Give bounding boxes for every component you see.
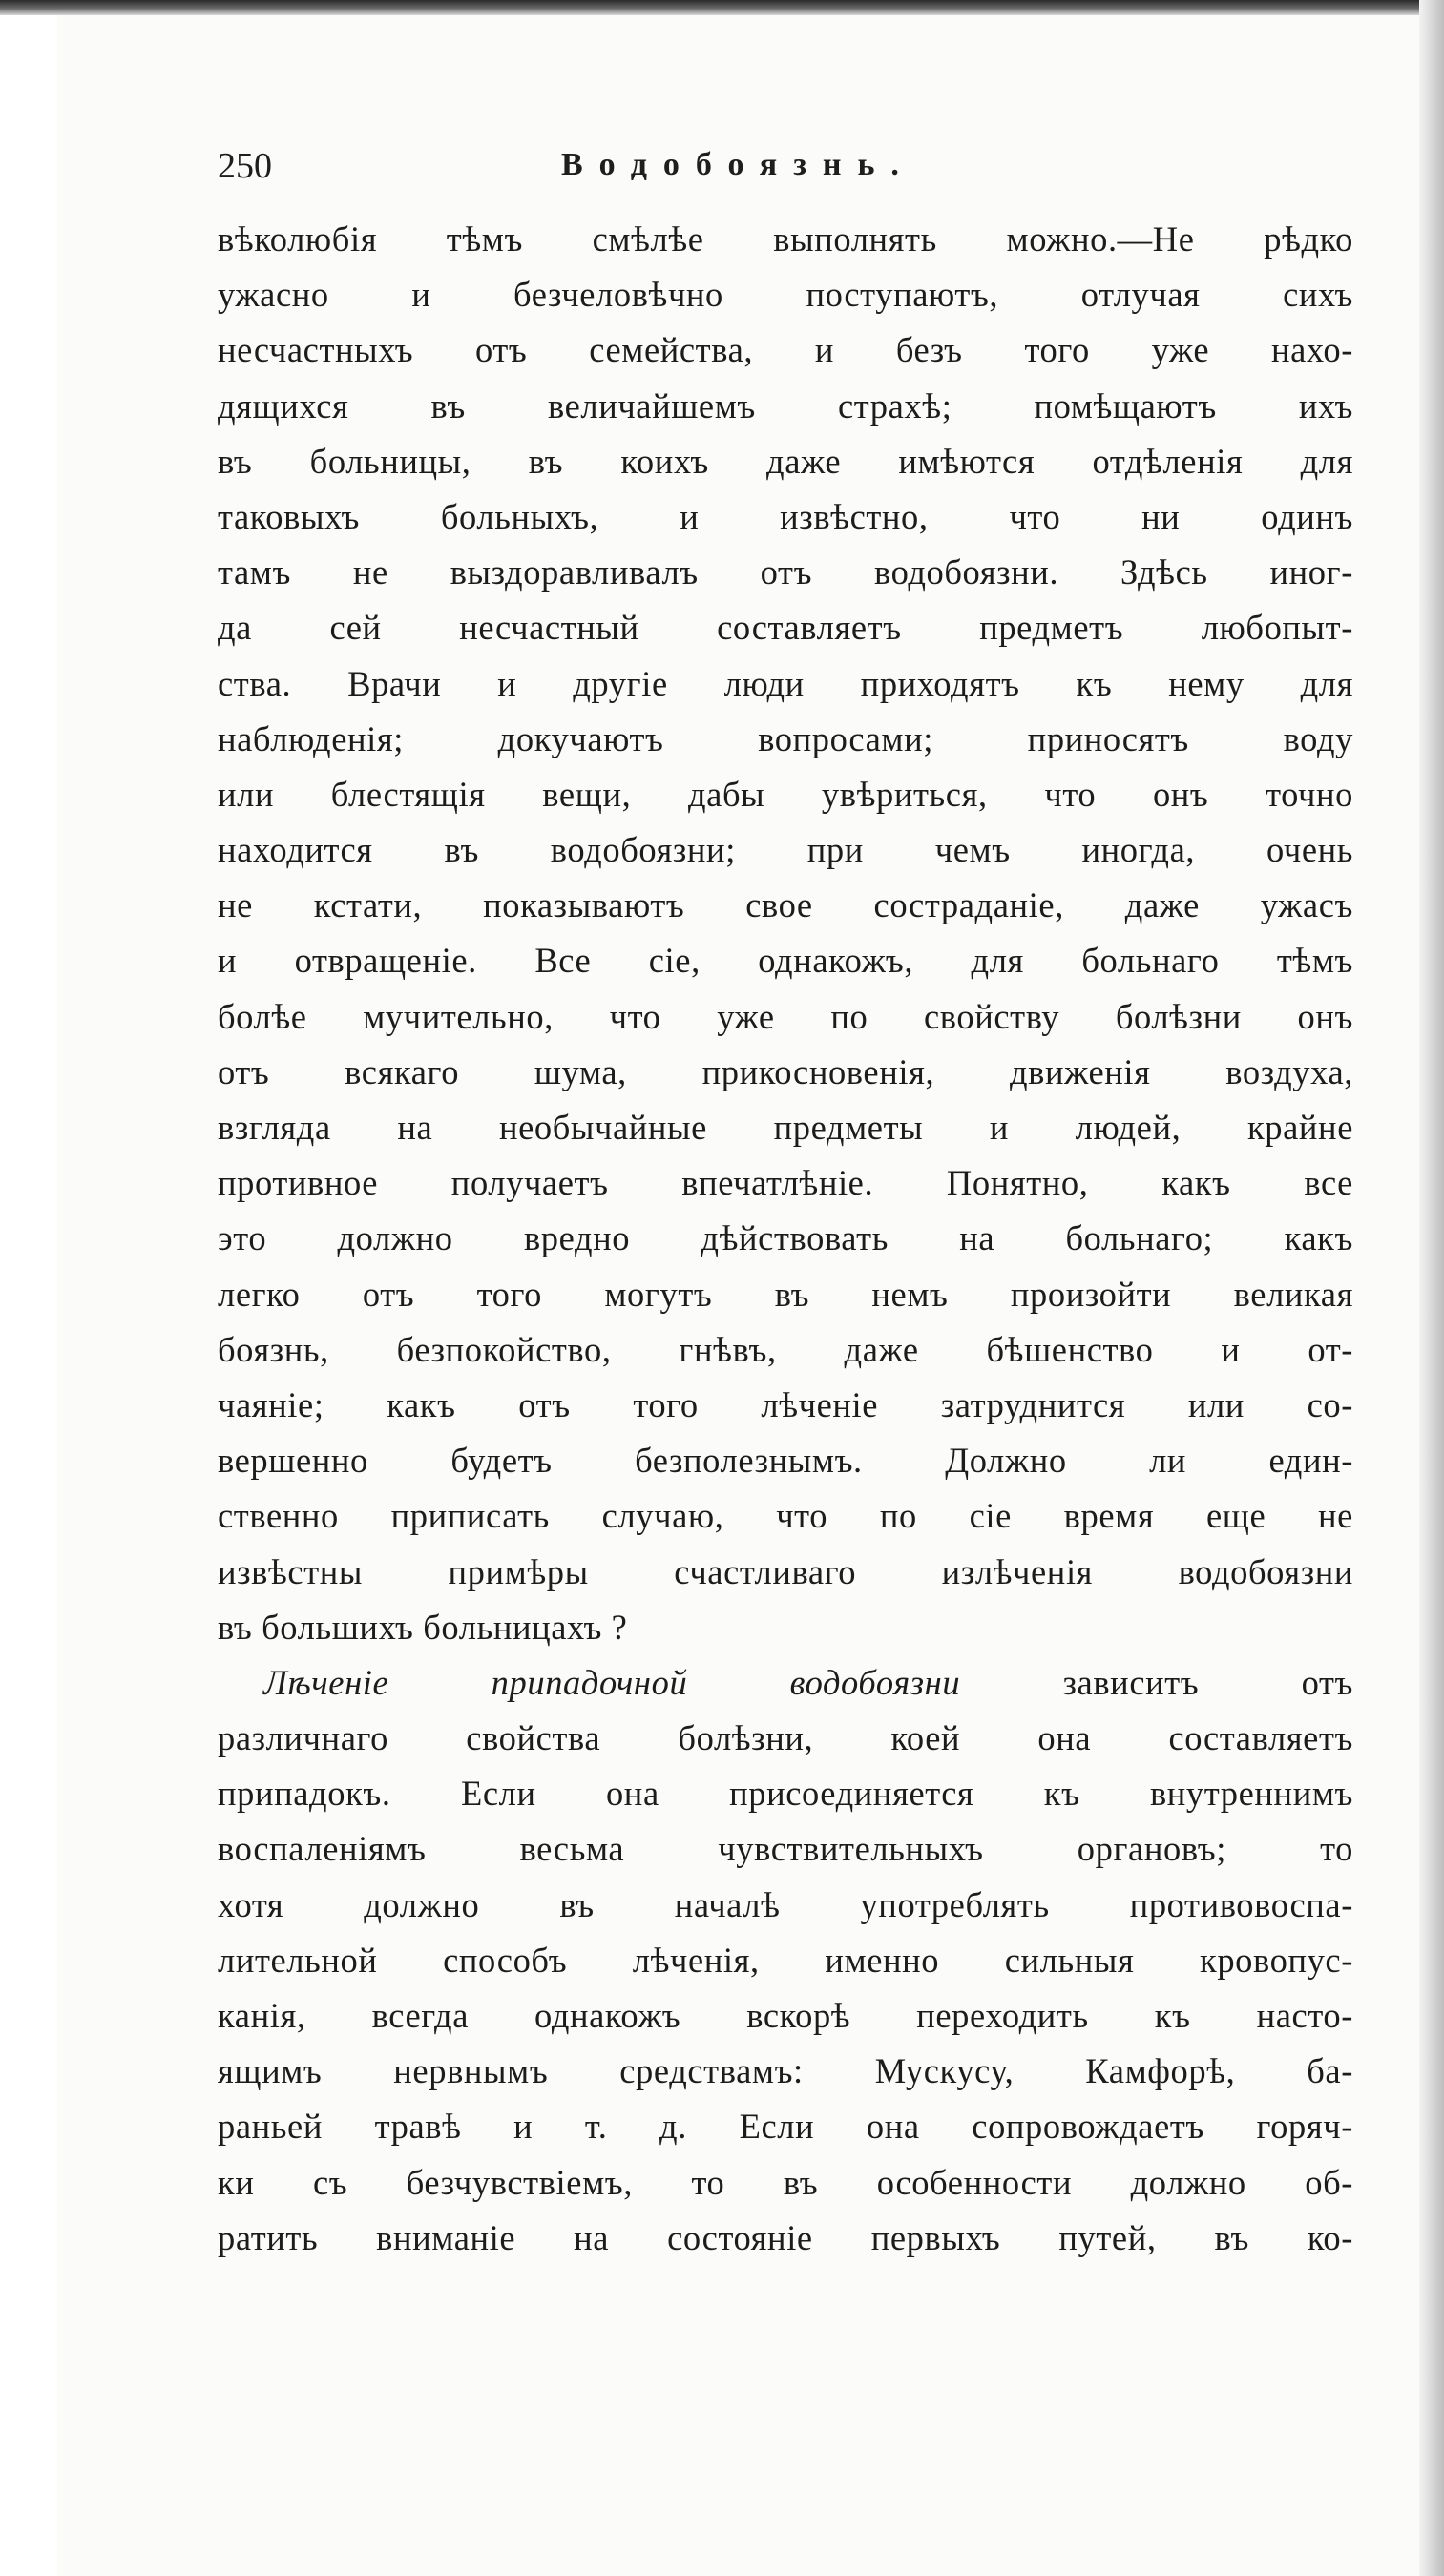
italic-heading: Лѣченіе припадочной водобоязни — [263, 1662, 961, 1702]
text-line: таковыхъ больныхъ, и извѣстно, что ни одинъ — [218, 496, 1353, 536]
text-line: ратить вниманіе на состояніе первыхъ путей, въ ко- — [218, 2217, 1353, 2257]
text-line: извѣстны примѣры счастливаго излѣченія водобоязни — [218, 1551, 1353, 1591]
text-line: тамъ не выздоравливалъ отъ водобоязни. Здѣсь иног- — [218, 552, 1353, 592]
text-line: хотя должно въ началѣ употреблять противовоспа- — [218, 1884, 1353, 1924]
text-line: это должно вредно дѣйствовать на больнаго; какъ — [218, 1218, 1353, 1258]
text-line: ки съ безчувствіемъ, то въ особенности должно об- — [218, 2162, 1353, 2202]
text-line: ства. Врачи и другіе люди приходятъ къ нему для — [218, 663, 1353, 703]
text-line: вершенно будетъ безполезнымъ. Должно ли един- — [218, 1441, 1353, 1481]
text-line: не кстати, показываютъ свое состраданіе, даже ужасъ — [218, 885, 1353, 925]
text-line: и отвращеніе. Все сіе, однакожъ, для больнаго тѣмъ — [218, 941, 1353, 981]
text-line: дящихся въ величайшемъ страхѣ; помѣщаютъ ихъ — [218, 385, 1353, 426]
page-number: 250 — [218, 146, 272, 186]
text-line: боязнь, безпокойство, гнѣвъ, даже бѣшенство и от- — [218, 1329, 1353, 1369]
text-line: вѣколюбія тѣмъ смѣлѣе выполнять можно.—Не рѣдко — [218, 219, 1353, 259]
text-line: отъ всякаго шума, прикосновенія, движенія воздуха, — [218, 1051, 1353, 1091]
text-line: канія, всегда однакожъ вскорѣ переходить къ насто- — [218, 1996, 1353, 2035]
text-line: ящимъ нервнымъ средствамъ: Мускусу, Камфорѣ, ба- — [218, 2051, 1353, 2091]
text-line: различнаго свойства болѣзни, коей она составляетъ — [218, 1718, 1353, 1758]
text-line: ственно приписать случаю, что по сіе время еще не — [218, 1496, 1353, 1536]
text-line: несчастныхъ отъ семейства, и безъ того уже нахо- — [218, 330, 1353, 370]
text-line: противное получаетъ впечатлѣніе. Понятно, какъ все — [218, 1163, 1353, 1203]
text-line: чаяніе; какъ отъ того лѣченіе затруднится или со- — [218, 1384, 1353, 1424]
paragraph-2 — [218, 1655, 1353, 2266]
text-line — [218, 1655, 1353, 1711]
text-line: или блестящія вещи, дабы увѣриться, что онъ точно — [218, 774, 1353, 814]
running-title: Водобоязнь. — [561, 147, 915, 182]
text-line: раньей травѣ и т. д. Если она сопровождаетъ горяч- — [218, 2107, 1353, 2147]
text-line: легко отъ того могутъ въ немъ произойти великая — [218, 1274, 1353, 1314]
text-line: припадокъ. Если она присоединяется къ внутреннимъ — [218, 1774, 1353, 1814]
page-header — [218, 143, 1325, 197]
body-text — [218, 212, 1353, 2266]
text-line: да сей несчастный составляетъ предметъ любопыт- — [218, 608, 1353, 648]
text-line: ужасно и безчеловѣчно поступаютъ, отлучая сихъ — [218, 275, 1353, 315]
text-line: воспаленіямъ весьма чувствительныхъ органовъ; то — [218, 1829, 1353, 1869]
text-line: наблюденія; докучаютъ вопросами; приносятъ воду — [218, 718, 1353, 758]
text-line: взгляда на необычайные предметы и людей, крайне — [218, 1108, 1353, 1147]
text-line: находится въ водобоязни; при чемъ иногда, очень — [218, 830, 1353, 870]
text-fragment: зависитъ отъ — [960, 1662, 1353, 1702]
page-top-shadow — [0, 0, 1444, 15]
page-right-edge — [1419, 0, 1444, 2576]
text-line: въ больницы, въ коихъ даже имѣются отдѣленія для — [218, 441, 1353, 481]
text-line: лительной способъ лѣченія, именно сильныя кровопус- — [218, 1940, 1353, 1980]
paragraph-1 — [218, 212, 1353, 1655]
text-line: болѣе мучительно, что уже по свойству болѣзни онъ — [218, 996, 1353, 1036]
text-line: въ большихъ больницахъ ? — [218, 1607, 628, 1647]
